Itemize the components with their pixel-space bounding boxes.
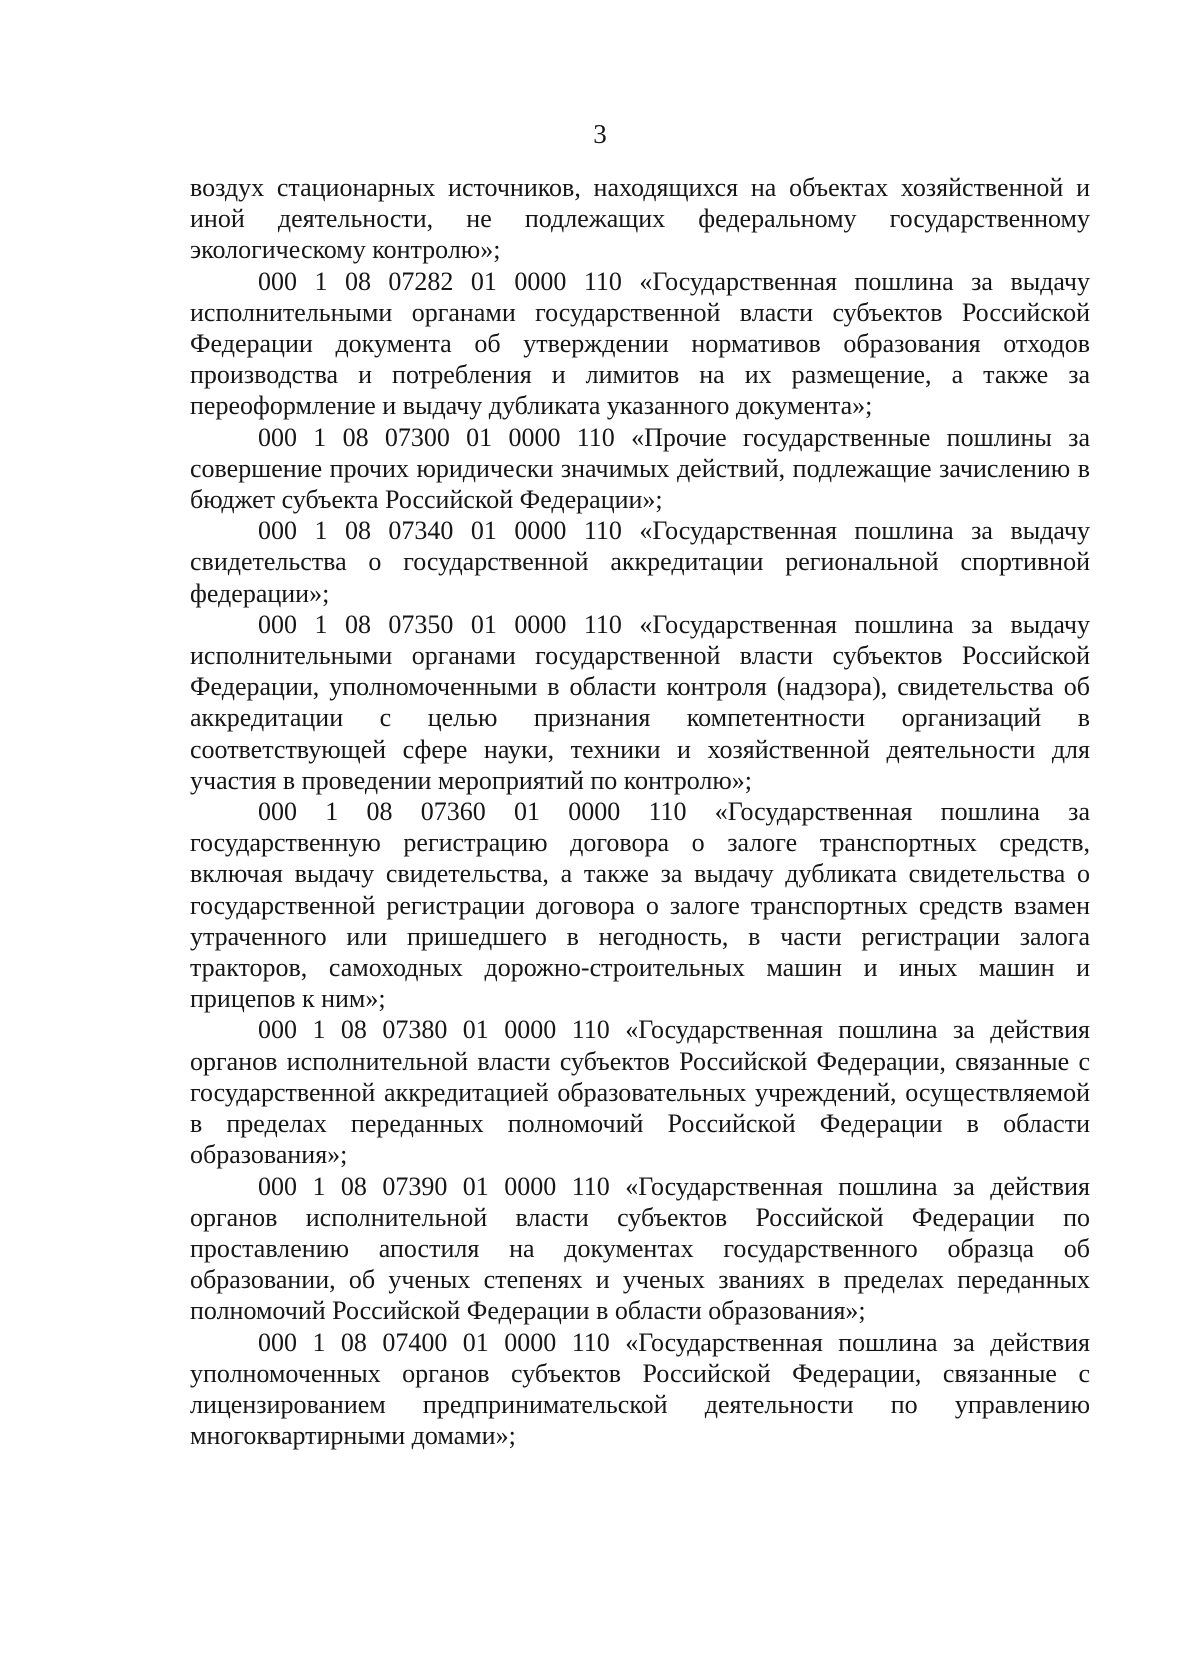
paragraph-code-07300: 000 1 08 07300 01 0000 110 «Прочие государственные пошлины за совершение прочих юридически значимых действий, подлежащие зачислению в бюджет субъекта Российской Федерации»; (190, 422, 1090, 515)
paragraph-code-07360: 000 1 08 07360 01 0000 110 «Государственная пошлина за государственную регистрацию договора о залоге транспортных средств, включая выдачу свидетельства, а также за выдачу дубликата свидетельства о государственной регистрации договора о залоге транспортных средств взамен утраченного или пришедшего в негодность, в части регистрации залога тракторов, самоходных дорожно-строительных машин и иных машин и прицепов к ним»; (190, 797, 1090, 1014)
paragraph-code-07282: 000 1 08 07282 01 0000 110 «Государственная пошлина за выдачу исполнительными органами государственной власти субъектов Российской Федерации документа об утверждении нормативов образования отходов производства и потребления и лимитов на их размещение, а также за переоформление и выдачу дубликата указанного документа»; (190, 266, 1090, 421)
paragraph-code-07380: 000 1 08 07380 01 0000 110 «Государственная пошлина за действия органов исполнительной власти субъектов Российской Федерации, связанные с государственной аккредитацией образовательных учреждений, осуществляемой в пределах переданных полномочий Российской Федерации в области образования»; (190, 1015, 1090, 1170)
paragraph-code-07350: 000 1 08 07350 01 0000 110 «Государственная пошлина за выдачу исполнительными органами государственной власти субъектов Российской Федерации, уполномоченными в области контроля (надзора), свидетельства об аккредитации с целью признания компетентности организаций в соответствующей сфере науки, техники и хозяйственной деятельности для участия в проведении мероприятий по контролю»; (190, 609, 1090, 795)
document-body (190, 172, 1090, 1451)
paragraph-continuation: воздух стационарных источников, находящихся на объектах хозяйственной и иной деятельности, не подлежащих федеральному государственному экологическому контролю»; (190, 173, 1090, 265)
paragraph-code-07390: 000 1 08 07390 01 0000 110 «Государственная пошлина за действия органов исполнительной власти субъектов Российской Федерации по проставлению апостиля на документах государственного образца об образовании, об ученых степенях и ученых званиях в пределах переданных полномочий Российской Федерации в области образования»; (190, 1171, 1090, 1326)
paragraph-code-07400: 000 1 08 07400 01 0000 110 «Государственная пошлина за действия уполномоченных органов субъектов Российской Федерации, связанные с лицензированием предпринимательской деятельности по управлению многоквартирными домами»; (190, 1327, 1090, 1451)
page-number: 3 (593, 119, 607, 149)
paragraph-code-07340: 000 1 08 07340 01 0000 110 «Государственная пошлина за выдачу свидетельства о государственной аккредитации региональной спортивной федерации»; (190, 516, 1090, 608)
